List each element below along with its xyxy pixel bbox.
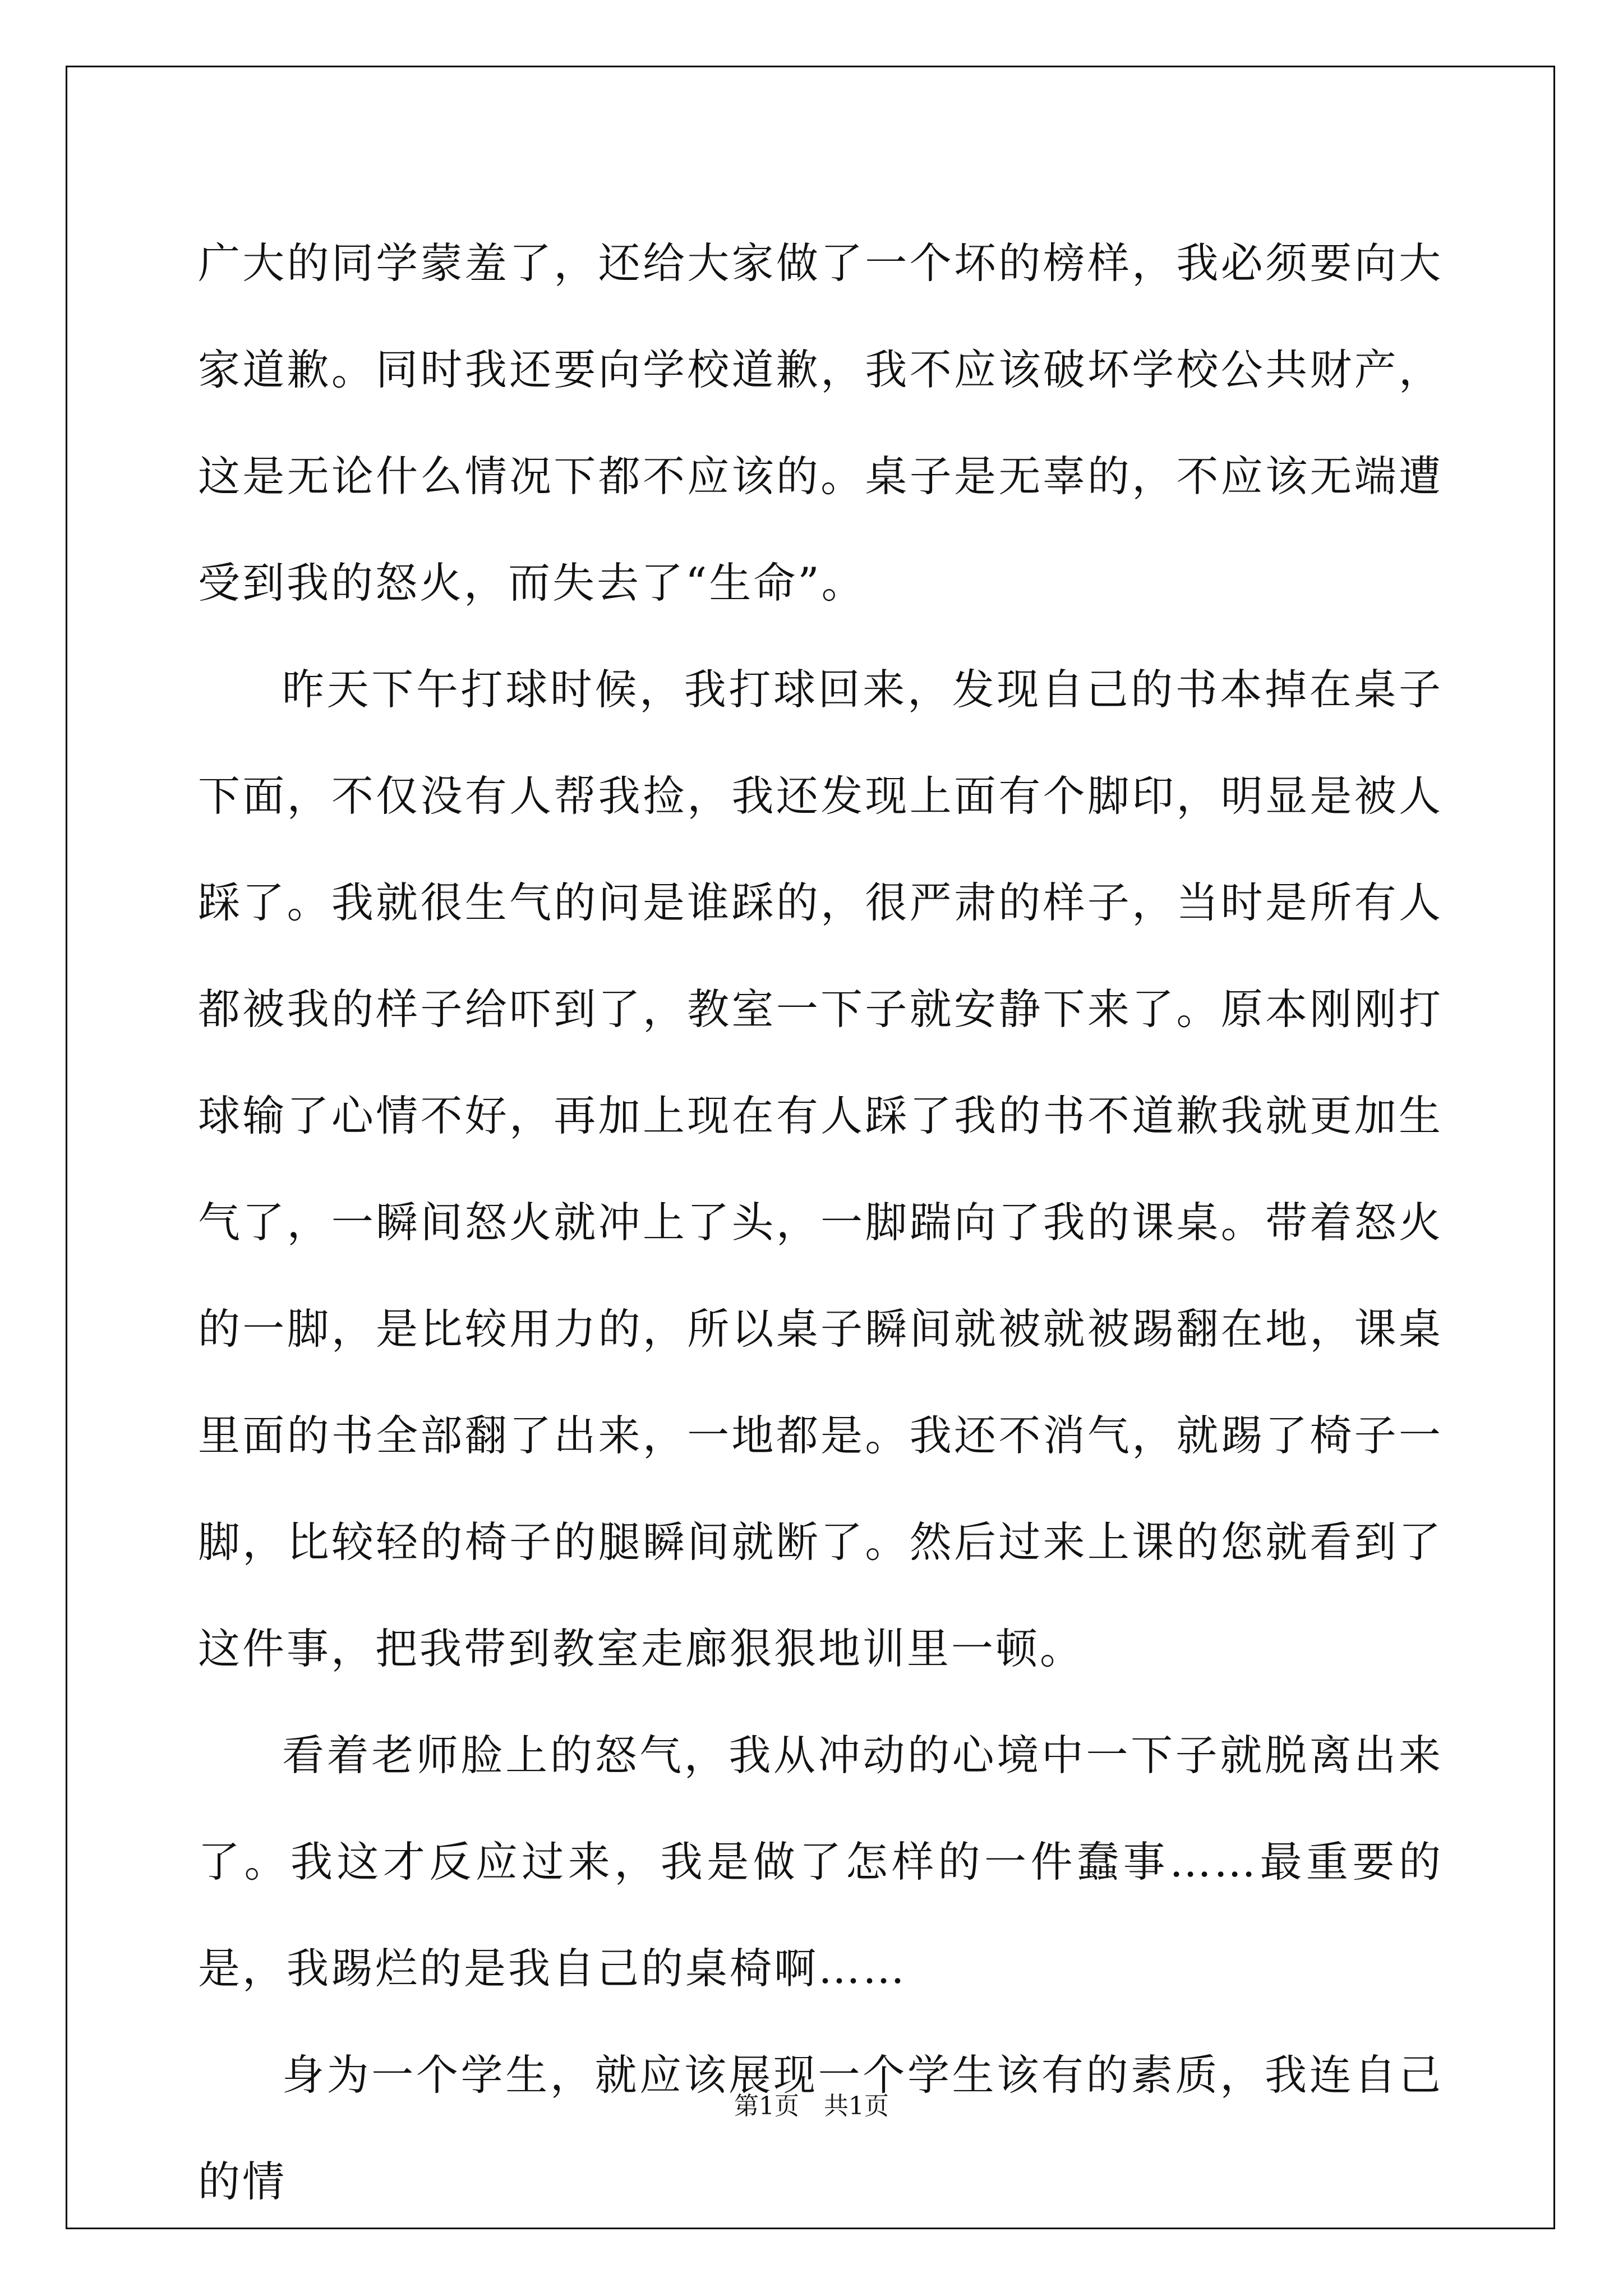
paragraph-4: 身为一个学生，就应该展现一个学生该有的素质，我连自己的情 <box>198 2050 1443 2206</box>
page-total: 共1页 <box>824 2092 889 2120</box>
document-body <box>198 210 1443 2235</box>
page-footer <box>0 2086 1623 2122</box>
paragraph-3: 看着老师脸上的怒气，我从冲动的心境中一下子就脱离出来了。我这才反应过来，我是做了怎样的一件蠢事……最重要的是，我踢烂的是我自己的桌椅啊…… <box>198 1731 1443 1993</box>
page-number: 第1页 <box>734 2092 799 2120</box>
paragraph-1: 广大的同学蒙羞了，还给大家做了一个坏的榜样，我必须要向大家道歉。同时我还要向学校道歉，我不应该破坏学校公共财产，这是无论什么情况下都不应该的。桌子是无辜的，不应该无端遭受到我的怒火，而失去了“生命”。 <box>198 238 1443 608</box>
paragraph-2: 昨天下午打球时候，我打球回来，发现自己的书本掉在桌子下面，不仅没有人帮我捡，我还发现上面有个脚印，明显是被人踩了。我就很生气的问是谁踩的，很严肃的样子，当时是所有人都被我的样子给吓到了，教室一下子就安静下来了。原本刚刚打球输了心情不好，再加上现在有人踩了我的书不道歉我就更加生气了，一瞬间怒火就冲上了头，一脚踹向了我的课桌。带着怒火的一脚，是比较用力的，所以桌子瞬间就被就被踢翻在地，课桌里面的书全部翻了出来，一地都是。我还不消气，就踢了椅子一脚，比较轻的椅子的腿瞬间就断了。然后过来上课的您就看到了这件事，把我带到教室走廊狠狠地训里一顿。 <box>198 665 1443 1673</box>
